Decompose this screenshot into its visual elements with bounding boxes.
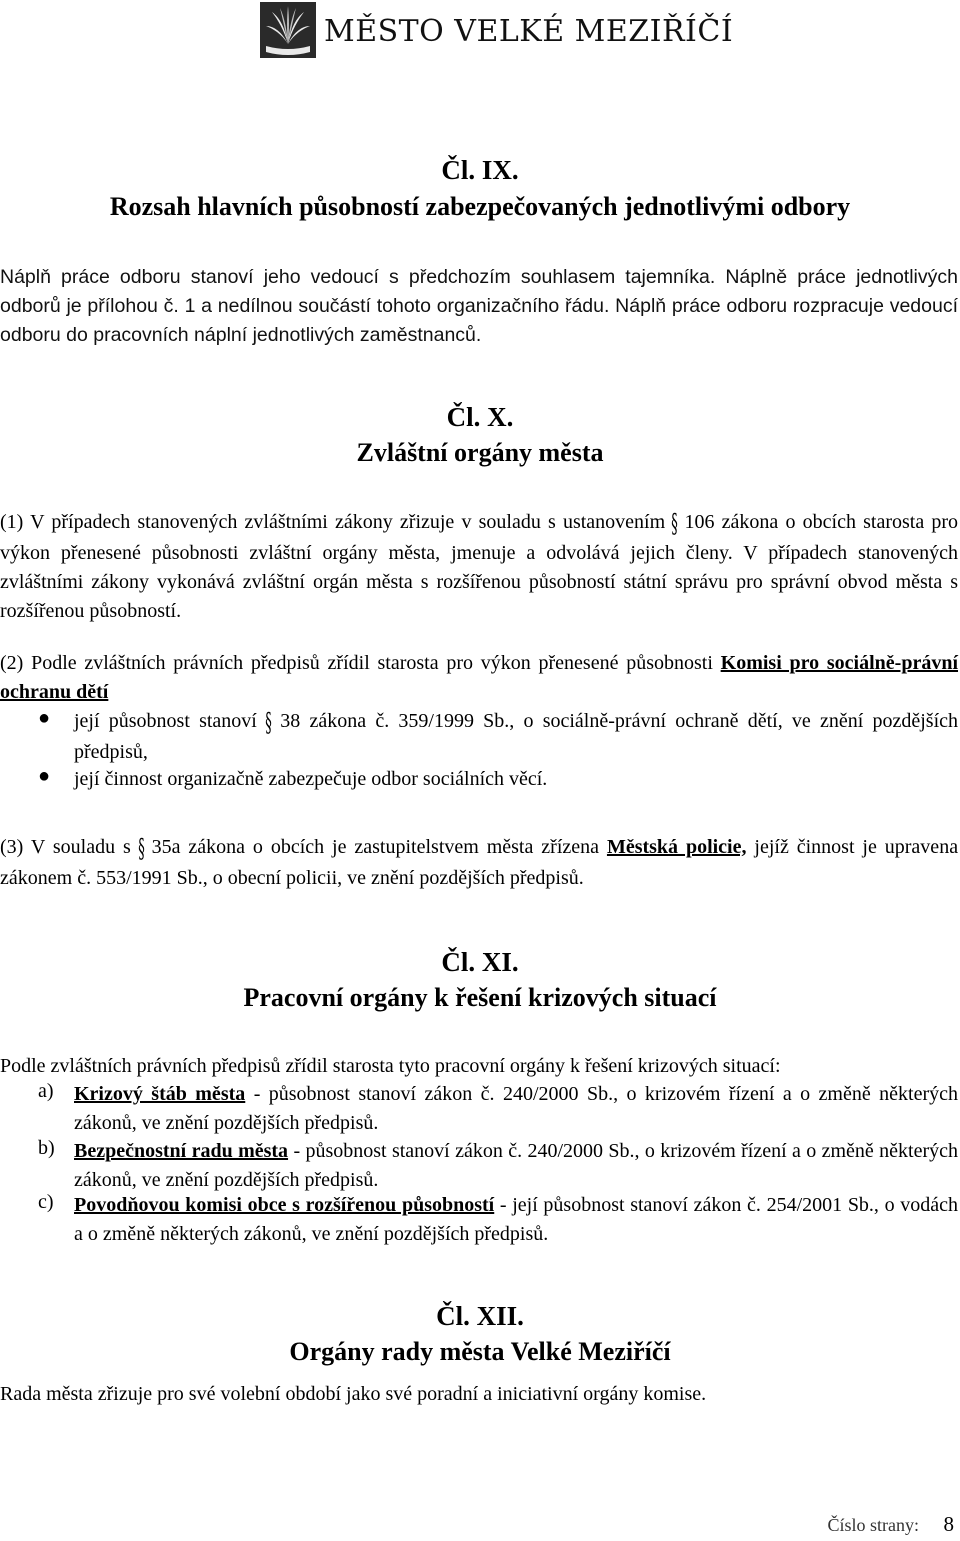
p1-text-a: (1) V případech stanovených zvláštními zákony zřizuje v souladu s ustanovením (0, 511, 666, 533)
p3-text-c: jejíž činnost je upravena zákonem č. 553/1991 Sb., o obecní policii, ve znění pozdějších předpisů. (0, 836, 959, 889)
page-header (258, 0, 758, 62)
municipal-police-link: Městská policie, (606, 836, 747, 858)
p3-text-a: (3) V souladu s (0, 836, 131, 858)
page-number: 8 (943, 1512, 954, 1536)
article-10-title: Zvláštní orgány města (356, 438, 604, 467)
article-10-number: Čl. X. (446, 402, 514, 432)
crisis-body-item (74, 1080, 958, 1138)
article-9-text: Náplň práce odboru stanoví jeho vedoucí s předchozím souhlasem tajemníka. Náplně práce jednotlivých odborů je přílohou č. 1 a nedílnou součástí tohoto organizačního řádu. Náplň práce odboru rozpracuje vedoucí odboru do pracovních náplní jednotlivých zaměstnanců. (0, 266, 958, 346)
crisis-body-item (74, 1137, 958, 1195)
bullet-icon: ● (38, 707, 51, 729)
article-11-title: Pracovní orgány k řešení krizových situací (243, 983, 717, 1012)
section-sign: § (671, 509, 679, 539)
crisis-staff-name: Krizový štáb města (74, 1083, 246, 1105)
article-10-paragraph-3 (0, 833, 958, 893)
flood-commission-name: Povodňovou komisi obce s rozšířenou působností (74, 1194, 495, 1216)
article-12-number: Čl. XII. (436, 1301, 524, 1331)
article-12-title: Orgány rady města Velké Meziříčí (289, 1337, 671, 1366)
article-10-paragraph-1 (0, 508, 958, 626)
town-name: MĚSTO VELKÉ MEZIŘÍČÍ (324, 14, 734, 49)
p3-text-b: 35a zákona o obcích je zastupitelstvem města zřízena (151, 836, 600, 858)
b1-text-a: její působnost stanoví (74, 710, 257, 732)
article-12-text: Rada města zřizuje pro své volební období jako své poradní a iniciativní orgány komise. (0, 1383, 707, 1405)
crisis-staff-desc: - působnost stanoví zákon č. 240/2000 Sb., o krizovém řízení a o změně některých zákonů, ve znění pozdějších předpisů. (74, 1083, 958, 1134)
page-footer (827, 1512, 954, 1537)
list-letter: a) (38, 1080, 54, 1102)
article-9-title: Rozsah hlavních působností zabezpečovaných jednotlivými odbory (109, 192, 851, 221)
article-11-number: Čl. XI. (441, 947, 519, 977)
page-number-label: Číslo strany: (827, 1515, 919, 1535)
town-coat-of-arms-icon (258, 0, 318, 60)
section-sign: § (137, 834, 145, 864)
list-letter: b) (38, 1137, 55, 1159)
list-letter: c) (38, 1191, 54, 1213)
article-9-number: Čl. IX. (441, 155, 519, 185)
bullet-icon: ● (38, 765, 51, 787)
article-10-paragraph-2 (0, 649, 958, 707)
article-11-intro: Podle zvláštních právních předpisů zřídil starosta tyto pracovní orgány k řešení krizových situací: (0, 1055, 781, 1077)
p1-text-b: 106 zákona o obcích starosta pro výkon přenesené působnosti zvláštní orgány města, jmenuje a odvolává jejich členy. V případech stanovených zvláštními zákony vykonává zvláštní orgán města s rozšířenou působností státní správu pro správní obvod města s rozšířenou působností. (0, 511, 959, 622)
child-protection-commission-link: Komisi pro sociálně-právní ochranu dětí (0, 652, 959, 703)
security-council-desc: - působnost stanoví zákon č. 240/2000 Sb., o krizovém řízení a o změně některých zákonů, ve znění pozdějších předpisů. (74, 1140, 959, 1191)
flood-commission-desc: - její působnost stanoví zákon č. 254/2001 Sb., o vodách a o změně některých zákonů, ve znění pozdějších předpisů. (74, 1194, 959, 1245)
b1-text-b: 38 zákona č. 359/1999 Sb., o sociálně-právní ochraně dětí, ve znění pozdějších předpisů, (74, 710, 959, 763)
p2-text-a: (2) Podle zvláštních právních předpisů zřídil starosta pro výkon přenesené působnosti (0, 652, 713, 674)
bullet-item-1 (74, 707, 958, 767)
section-sign: § (265, 708, 272, 738)
crisis-body-item (74, 1191, 958, 1249)
bullet-item-2: její činnost organizačně zabezpečuje odbor sociálních věcí. (74, 768, 548, 790)
security-council-name: Bezpečnostní radu města (74, 1140, 289, 1162)
